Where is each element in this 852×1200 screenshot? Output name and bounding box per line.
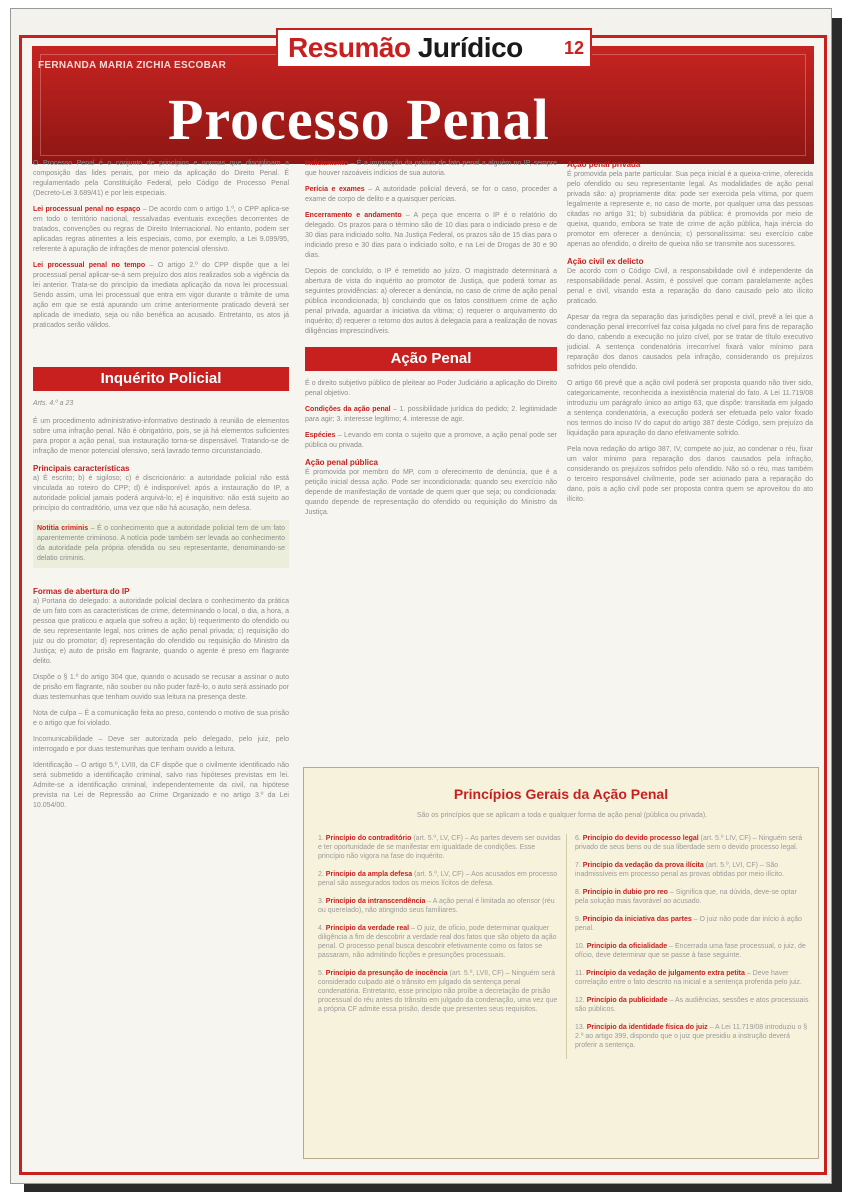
nova-redacao-text: Pela nova redação do artigo 387, IV, compete ao juiz, ao condenar o réu, fixar um valor mínimo para reparação dos danos causados pela infração, considerando os prejuízos sofridos pelo ofendido. Não só o réu, mas também o terceiro responsável civilmente, pode ser acionado para a reparação do dano, pois a ação civil pode ser proposta contra quem se aproveitou do ato ilícito. bbox=[567, 446, 813, 503]
lei-espaco-title: Lei processual penal no espaço bbox=[33, 206, 141, 213]
principio-item: 6. Princípio do devido processo legal (art. 5.º LIV, CF) – Ninguém será privado de seus bens ou de sua liberdade sem o devido processo legal. bbox=[575, 835, 803, 851]
section-banner-acao-penal: Ação Penal bbox=[305, 347, 557, 371]
depois-text: Depois de concluído, o IP é remetido ao juízo. O magistrado determinará a abertura de vista do inquérito ao promotor de Justiça, que poderá tomar as seguintes providências: a) oferecer a denúncia, no caso de crime de ação penal pública incondicionada; b) concluindo que os fatos constituem crime de ação penal privada, aguardar a iniciativa da vítima; c) requerer o arquivamento do inquérito; d) requerer o retorno dos autos à delegacia para a realização de novas diligências imprescindíveis. bbox=[305, 268, 557, 335]
lei-tempo-title: Lei processual penal no tempo bbox=[33, 262, 146, 269]
especies-title: Espécies bbox=[305, 432, 336, 439]
title-header bbox=[32, 32, 814, 164]
page-title: Processo Penal bbox=[168, 87, 550, 152]
principio-item: 12. Princípio da publicidade – As audiências, sessões e atos processuais são públicos. bbox=[575, 997, 809, 1013]
principio-item: 11. Princípio da vedação de julgamento extra petita – Deve haver correlação entre o fato descrito na inicial e a sentença proferida pelo juiz. bbox=[575, 970, 802, 986]
formas-title: Formas de abertura do IP bbox=[33, 587, 130, 596]
artigo-text: O artigo 66 prevê que a ação civil poderá ser proposta quando não tiver sido, categoricamente, reconhecida a inexistência material do fato. A Lei 11.719/08 introduziu um parágrafo único ao artigo 63, que dispõe: transitada em julgado a sentença condenatória, a execução poderá ser efetuada pelo valor fixado nos termos do inciso IV do caput do artigo 387 deste Código, sem prejuízo da liquidação para apuração do dano efetivamente sofrido. bbox=[567, 380, 813, 437]
acao-publica-text: É promovida por membro do MP, com o oferecimento de denúncia, que é a petição inicial dessa ação. Pode ser incondicionada: quando seu exercício não depende de manifestação de vontade de quem quer que seja; ou condicionada: quando depende de representação do ofendido ou requisição do Ministro da Justiça. bbox=[305, 469, 557, 516]
principios-title: Princípios Gerais da Ação Penal bbox=[453, 786, 669, 802]
principio-item: 8. Princípio in dubio pro reo – Significa que, na dúvida, deve-se optar pela solução mais favorável ao acusado. bbox=[575, 889, 797, 905]
principio-item: 13. Princípio da identidade física do juiz – A Lei 11.719/08 introduziu o § 2.º ao artigo 399, dispondo que o juiz que presidiu a instrução deverá proferir a sentença. bbox=[575, 1024, 808, 1049]
principio-item: 4. Princípio da verdade real – O juiz, de ofício, pode determinar qualquer diligência a fim de descobrir a verdade real dos fatos que são objeto da ação penal. O processo penal busca descobrir efetivamente como os fatos se passaram, não admitindo ficções e presunções processuais. bbox=[318, 925, 557, 959]
pericia-title: Perícia e exames bbox=[305, 186, 365, 193]
acao-penal-text: É o direito subjetivo público de pleitear ao Poder Judiciário a aplicação do Direito penal objetivo. bbox=[305, 380, 557, 397]
principios-left-list bbox=[318, 834, 562, 1023]
column-right bbox=[567, 159, 813, 511]
principio-item: 1. Princípio do contraditório (art. 5.º, LV, CF) – As partes devem ser ouvidas e ter oportunidade de se manifestar em igualdade de condições. Esse princípio não vigora na fase do inquérito. bbox=[318, 835, 561, 860]
indiciamento-text: – É a imputação da prática de fato penal a alguém no IP, sempre que houver razoáveis indícios de sua autoria. bbox=[305, 160, 557, 177]
acao-publica-title: Ação penal pública bbox=[305, 458, 378, 467]
incomunicabilidade-text: Incomunicabilidade – Deve ser autorizada pelo delegado, pelo juiz, pelo interrogado e por duas testemunhas que tenham ouvido a leitura. bbox=[33, 736, 289, 753]
principio-item: 2. Princípio da ampla defesa (art. 5.º, LV, CF) – Aos acusados em processo penal são assegurados todos os meios lícitos de defesa. bbox=[318, 871, 558, 887]
formas-text: a) Portaria do delegado: a autoridade policial declara o conhecimento da prática de um fato com as características de crime, determinando o local, o dia, a hora, a pessoa que praticou e aquela que sofreu a ação; b) requerimento do ofendido ou de seu representante legal, nos crimes de ação penal privada; c) requisição do juiz ou do promotor; d) representação do ofendido ou requisição do Ministro da Justiça; e) auto de prisão em flagrante, quando o agente é preso em flagrante delito. bbox=[33, 598, 289, 665]
principio-item: 9. Princípio da iniciativa das partes – O juiz não pode dar início à ação penal. bbox=[575, 916, 802, 932]
principios-box bbox=[303, 767, 819, 1159]
inquerito-citation: Arts. 4.º a 23 bbox=[33, 400, 74, 407]
principios-intro: São os princípios que se aplicam a toda e qualquer forma de ação penal (pública ou privada). bbox=[416, 812, 708, 819]
notitia-text: – É o conhecimento que a autoridade policial tem de um fato aparentemente criminoso. A notícia pode também ser levada ao conhecimento da autoridade pela própria ofendida ou seu representante, denominando-se delatio criminis. bbox=[37, 525, 285, 562]
column-middle bbox=[305, 159, 557, 524]
acao-privada-text: É promovida pela parte particular. Sua peça inicial é a queixa-crime, oferecida pelo ofendido ou seu representante legal. As modalidades de ação penal privada são: a) propriamente dita: pode ser exercida pela vítima, por quem legalmente a represente e, no caso de morte, por qualquer uma das pessoas citadas no artigo 31; b) subsidiária da pública: é promovida por meio de queixa, quando, embora se trate de crime de ação pública, haja inércia do promotor em oferecer a denúncia; c) personalíssima: seu exercício cabe apenas ao ofendido, o direito de queixa não se transmite aos sucessores. bbox=[567, 171, 813, 248]
lei-espaco-text: – De acordo com o artigo 1.º, o CPP aplica-se em todo o território nacional, ressalvadas eventuais exceções decorrentes de tratados, convenções ou regras de Direito Internacional. No entanto, podem ser aplicadas regras atinentes a leis especiais, como, por exemplo, a Lei 9.099/95, referente à apuração de infrações de menor potencial ofensivo. bbox=[33, 206, 289, 253]
pericia-text: – A autoridade policial deverá, se for o caso, proceder a exame de corpo de delito e a quaisquer perícias. bbox=[305, 186, 557, 203]
indiciamento-title: Indiciamento bbox=[305, 160, 349, 167]
condicoes-title: Condições da ação penal bbox=[305, 406, 391, 413]
series-logo bbox=[276, 28, 592, 68]
caracteristicas-title: Principais características bbox=[33, 464, 130, 473]
caracteristicas-text: a) É escrito; b) é sigiloso; c) é discricionário: a autoridade policial não está vinculada ao roteiro do CPP; d) é indisponível: após a instauração do IP, a autoridade policial jamais poderá arquivá-lo; e) é inquisitivo: não está sujeito ao princípio do contraditório, uma vez que não há acusação, nem defesa. bbox=[33, 475, 289, 512]
principio-item: 5. Princípio da presunção de inocência (art. 5.º, LVII, CF) – Ninguém será considerado culpado até o trânsito em julgado da sentença penal condenatória. Entretanto, esse princípio não proíbe a decretação de prisão processual do réu antes do trânsito em julgado da condenação, uma vez que a própria CF admite essa prisão, desde que presentes seus requisitos. bbox=[318, 970, 558, 1013]
identificacao-text: Identificação – O artigo 5.º, LVIII, da CF dispõe que o civilmente identificado não será submetido a identificação criminal, salvo nas hipóteses previstas em lei. Admite-se a identificação criminal, independentemente da civil, na hipótese prevista na Lei de Repressão ao Crime Organizado e no artigo 3.º da Lei 10.054/00. bbox=[33, 762, 289, 809]
principios-right-list bbox=[566, 834, 811, 1059]
principio-item: 10. Princípio da oficialidade – Encerrada uma fase processual, o juiz, de ofício, deve determinar que se passe à fase seguinte. bbox=[575, 943, 806, 959]
column-left bbox=[33, 159, 289, 817]
acao-privada-title: Ação penal privada bbox=[567, 160, 641, 169]
nota-culpa-text: Nota de culpa – É a comunicação feita ao preso, contendo o motivo de sua prisão e o artigo que foi violado. bbox=[33, 710, 289, 727]
author-name: FERNANDA MARIA ZICHIA ESCOBAR bbox=[38, 60, 227, 71]
notitia-title: Notitia criminis bbox=[37, 525, 89, 532]
series-number: 12 bbox=[563, 38, 584, 58]
notitia-box bbox=[33, 520, 289, 568]
intro-paragraph: O Processo Penal é o conjunto de princípios e normas que disciplinam a composição das lides penais, por meio da aplicação do Direito Penal. É regulamentado pela Constituição Federal, pelo Código de Processo Penal (Decreto-Lei 3.689/41) e por leis especiais. bbox=[33, 160, 289, 197]
condicoes-text: – 1. possibilidade jurídica do pedido; 2. legitimidade para agir; 3. interesse legítimo; 4. interesse de agir. bbox=[305, 406, 557, 423]
series-name-red: Resumão bbox=[288, 32, 411, 63]
lei-tempo-text: – O artigo 2.º do CPP dispõe que a lei processual penal aplicar-se-á sem prejuízo dos atos realizados sob a vigência da lei anterior. Trata-se do princípio da imediata aplicação da nova lei processual. Sendo assim, uma lei processual que entra em vigor durante o trâmite de uma ação em que se está apurando um crime anteriormente praticado deverá ser aplicada de imediato, seja ou não benéfica ao acusado. Entretanto, os atos já praticados serão válidos. bbox=[33, 262, 289, 329]
desde-text: Dispõe o § 1.º do artigo 304 que, quando o acusado se recusar a assinar o auto de prisão em flagrante, não souber ou não puder fazê-lo, o auto será assinado por duas testemunhas que tenham ouvido sua leitura na presença deste. bbox=[33, 674, 289, 701]
regra-text: Apesar da regra da separação das jurisdições penal e civil, prevê a lei que a condenação penal irrecorrível faz coisa julgada no cível para fins de reparação do dano, cabendo a execução no juízo cível, por se tratar de título executivo judicial. A sentença condenatória irrecorrível fixará valor mínimo para reparação dos danos causados pela infração, considerando os prejuízos sofridos pelo ofendido. bbox=[567, 314, 813, 371]
encerramento-text: – A peça que encerra o IP é o relatório do delegado. Os prazos para o término são de 10 dias para o indiciado preso e de 30 dias para indiciado solto. Na Justiça Federal, os prazos são de 15 dias para o indiciado preso e 30 dias para o indiciado solto, e na Lei de Drogas de 30 e 90 dias. bbox=[305, 212, 557, 259]
section-banner-inquerito: Inquérito Policial bbox=[33, 367, 289, 391]
principio-item: 3. Princípio da intranscendência – A ação penal é limitada ao ofensor (réu ou querelado), não atingindo seus familiares. bbox=[318, 898, 555, 914]
acao-civil-title: Ação civil ex delicto bbox=[567, 257, 644, 266]
encerramento-title: Encerramento e andamento bbox=[305, 212, 402, 219]
laminate-sheet bbox=[10, 8, 832, 1184]
especies-text: – Levando em conta o sujeito que a promove, a ação penal pode ser pública ou privada. bbox=[305, 432, 557, 449]
acao-civil-text: De acordo com o Código Civil, a responsabilidade civil é independente da responsabilidade penal. Assim, é possível que corram paralelamente ações penal e civil, visando esta a reparação do dano causado pelo ato ilícito praticado. bbox=[567, 268, 813, 305]
series-name-black: Jurídico bbox=[417, 32, 523, 63]
inquerito-text: É um procedimento administrativo-informativo destinado à reunião de elementos sobre uma infração penal. Não é obrigatório, pois, se já há elementos suficientes para propor a ação penal, sua instauração torna-se dispensável. Tratando-se de infração de menor potencial ofensivo, será lavrado termo circunstanciado. bbox=[33, 418, 289, 455]
principio-item: 7. Princípio da vedação da prova ilícita (art. 5.º, LVI, CF) – São inadmissíveis em processo penal as provas obtidas por meio ilícito. bbox=[575, 862, 784, 878]
